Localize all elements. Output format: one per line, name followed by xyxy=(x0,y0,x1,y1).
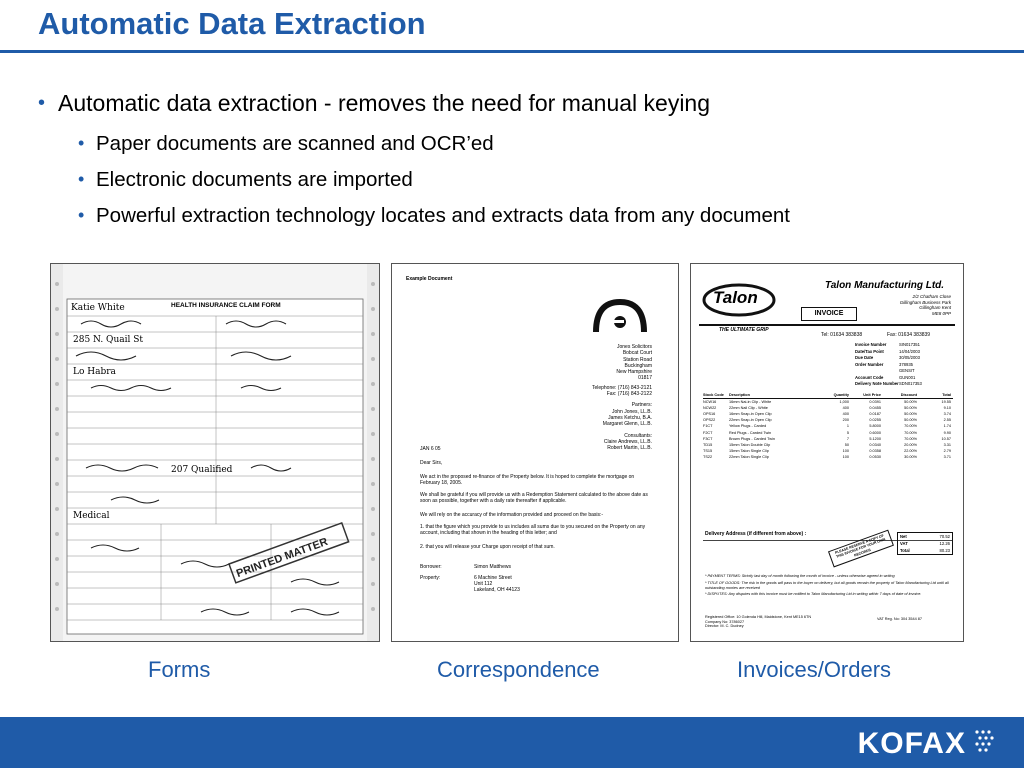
field-value: 14/04/2003 xyxy=(899,348,920,354)
cell-code: TD15 xyxy=(703,442,713,447)
field-label: Account Code xyxy=(855,374,884,380)
column-header: Discount xyxy=(900,393,917,397)
cell-qty: 400 xyxy=(842,412,849,417)
cell-desc: 22mm Talon Single Clip xyxy=(729,454,769,459)
consultants-heading: Consultants: xyxy=(624,432,652,439)
letter-paragraph: We will rely on the accuracy of the information provided and proceed on the basis:- xyxy=(420,512,604,518)
borrower-label: Borrower: xyxy=(420,564,442,570)
cell-code: TS22 xyxy=(703,454,713,459)
stamp-text: PLEASE RESERVE A COPY OF THIS INVOICE FOR YOUR OWN RECORDS xyxy=(834,533,887,560)
cell-disc: 70.00% xyxy=(904,436,917,441)
cell-total: 3.74 xyxy=(943,412,951,417)
cell-desc: 22mm Nail Clip - White xyxy=(729,406,768,411)
cell-disc: 22.00% xyxy=(904,448,917,453)
partner-name: James Ketchu, B.A. xyxy=(608,414,652,421)
cell-disc: 20.00% xyxy=(904,442,917,447)
sender-line: Station Road xyxy=(623,356,652,363)
bullet-dot-icon: • xyxy=(78,205,85,225)
cell-qty: 50 xyxy=(844,442,849,447)
table-header-row xyxy=(703,392,953,399)
term-line: * PAYMENT TERMS: Strictly last day of month following the month of invoice - unless otherwise agreed in writing xyxy=(705,574,895,578)
field-label: Due Date xyxy=(855,355,874,360)
cell-desc: Brown Plugs - Carded Twin xyxy=(729,436,775,441)
cell-disc: 30.00% xyxy=(904,454,917,459)
cell-qty: 5 xyxy=(846,430,849,435)
cell-price: 0.0340 xyxy=(869,442,881,447)
sub-bullet-item xyxy=(38,166,1018,194)
law-firm-logo-icon xyxy=(592,298,648,336)
cell-desc: 15mm Talon Single Clip xyxy=(729,448,769,453)
printed-matter-stamp: PRINTED MATTER xyxy=(234,535,330,581)
bullet-text: Paper documents are scanned and OCR’ed xyxy=(96,132,494,155)
property-line: Lakeland, OH 44123 xyxy=(474,587,520,593)
letter-paragraph: We act in the proposed re-finance of the Property below. It is hoped to complete the mortgage on February 18, 2005. xyxy=(420,474,635,486)
vat-reg: VAT Reg. No: 304 3544 87 xyxy=(877,617,922,621)
forms-sketch xyxy=(51,264,379,641)
sub-bullet-item xyxy=(38,130,1018,158)
bullet-dot-icon: • xyxy=(78,133,85,153)
caption-invoices: Invoices/Orders xyxy=(737,657,892,682)
total-row xyxy=(898,540,952,547)
cell-price: 0.0255 xyxy=(869,418,881,423)
cell-disc: 70.00% xyxy=(904,424,917,429)
sender-block xyxy=(592,344,652,451)
cell-qty: 400 xyxy=(842,406,849,411)
field-row xyxy=(855,381,922,388)
cell-total: 9.10 xyxy=(943,406,951,411)
tel: Tel: 01634 383838 xyxy=(821,332,863,338)
cell-qty: 1 xyxy=(846,424,849,429)
term-line: * DISPUTES: Any disputes with this invoice must be notified to Talon Manufacturing Ltd in writing within 7 days of date of invoice. xyxy=(705,592,922,597)
cell-disc: 70.00% xyxy=(904,430,917,435)
invoice-document-image xyxy=(690,263,964,642)
handwriting-qualified: 207 Qualified xyxy=(171,465,233,475)
invoice-fields xyxy=(855,342,922,388)
cell-price: 0.6000 xyxy=(869,430,881,435)
fax: Fax: (716) 843-2122 xyxy=(606,391,652,398)
cell-total: 2.79 xyxy=(943,448,951,453)
registration-block xyxy=(705,615,811,629)
sender-line: Jones Solicitors xyxy=(616,344,652,350)
total-label: Net xyxy=(900,534,907,539)
bullet-item xyxy=(38,88,1018,118)
cell-qty: 7 xyxy=(846,436,849,441)
partner-name: Margaret Glenn, LL.B. xyxy=(602,421,652,428)
example-label: Example Document xyxy=(406,276,453,282)
total-row xyxy=(898,533,952,540)
kofax-logo: KOFAX xyxy=(857,727,966,760)
cell-total: 3.31 xyxy=(943,442,951,447)
cell-price: 0.0391 xyxy=(869,400,881,405)
total-label: Total xyxy=(900,548,910,553)
column-header: Total xyxy=(942,393,951,397)
partners-heading: Partners: xyxy=(631,402,652,409)
bullet-text: Electronic documents are imported xyxy=(96,168,413,191)
property-line: 6 Machine Street xyxy=(474,575,512,581)
cell-code: F2CT xyxy=(703,430,713,435)
invoice-label: INVOICE xyxy=(801,307,857,321)
sender-line: New Hampshire xyxy=(616,369,652,376)
cell-price: 0.0358 xyxy=(869,448,881,453)
cell-total: 2.55 xyxy=(943,418,951,423)
cell-disc: 50.00% xyxy=(904,412,917,417)
column-header: Stock Code xyxy=(703,393,724,397)
cell-code: OPS22 xyxy=(703,418,716,423)
total-value: 80.23 xyxy=(939,548,950,553)
fax: Fax: 01634 383839 xyxy=(887,332,931,338)
borrower-name: Simon Matthews xyxy=(474,564,511,570)
cell-desc: 16mm Snap-in Open Clip xyxy=(729,412,772,417)
column-header: Description xyxy=(729,393,750,397)
cell-qty: 100 xyxy=(842,448,849,453)
cell-price: 5.1200 xyxy=(869,436,881,441)
field-value: GENSIT xyxy=(899,368,915,373)
cell-total: 19.55 xyxy=(941,400,951,405)
cell-desc: 22mm Snap-in Open Clip xyxy=(729,418,772,423)
company-address xyxy=(900,294,951,316)
cell-disc: 50.00% xyxy=(904,418,917,423)
cell-price: 0.0187 xyxy=(869,412,881,417)
bullet-dot-icon: • xyxy=(38,92,46,114)
total-row xyxy=(898,547,952,554)
total-value: 12.26 xyxy=(939,541,950,546)
letter-paragraph: 2. that you will release your Charge upon receipt of that sum. xyxy=(420,544,555,550)
field-label: Order Number xyxy=(855,361,884,367)
term-line: * TITLE OF GOODS: The risk in the goods will pass to the buyer on delivery, but all goods remain the property of Talon Manufacturing Ltd until all outstanding monies are received xyxy=(705,580,949,590)
field-value: 378935 xyxy=(899,361,913,367)
cell-total: 10.57 xyxy=(941,436,951,441)
bullet-dot-icon: • xyxy=(78,169,85,189)
column-header: Quantity xyxy=(833,393,849,397)
caption-correspondence: Correspondence xyxy=(437,657,600,682)
bullet-text: Automatic data extraction - removes the need for manual keying xyxy=(58,90,711,116)
telephone: Telephone: (716) 843-2121 xyxy=(591,384,652,391)
consultant-name: Claire Andrews, LL.B. xyxy=(603,438,652,445)
handwriting-street: 285 N. Quail St xyxy=(73,335,144,345)
cell-total: 3.71 xyxy=(943,454,951,459)
total-label: VAT xyxy=(900,541,908,546)
totals-block xyxy=(897,532,953,555)
registered-office: Registered Office: 10 Golenda Hill, Maidstone, Kent ME15 6TN xyxy=(705,615,812,619)
field-value: GUN001 xyxy=(899,374,916,380)
caption-forms: Forms xyxy=(148,657,211,682)
correspondence-document-image xyxy=(391,263,679,642)
invoice-stamp xyxy=(828,530,894,568)
forms-document-image xyxy=(50,263,380,642)
sub-bullet-item xyxy=(38,202,1018,230)
address-line: 2/2 Chatham Close xyxy=(912,294,951,299)
kofax-dots-icon xyxy=(974,729,996,755)
cell-total: 9.90 xyxy=(943,430,951,435)
line-items-table xyxy=(703,392,953,460)
cell-code: F3CT xyxy=(703,436,713,441)
cell-desc: 16mm Nai-in Clip - White xyxy=(729,400,772,405)
page-title: Automatic Data Extraction xyxy=(38,6,426,41)
cell-code: F1CT xyxy=(703,424,713,429)
cell-price: 5.8000 xyxy=(869,424,881,429)
field-value: 30/05/2003 xyxy=(899,355,920,360)
cell-disc: 50.00% xyxy=(904,406,917,411)
handwriting-name: Katie White xyxy=(71,303,125,313)
sender-line: Buckingham xyxy=(624,362,652,369)
field-label: Delivery Note Number xyxy=(855,381,899,386)
cell-desc: Red Plugs - Carded Twin xyxy=(729,430,772,435)
cell-qty: 1,000 xyxy=(839,400,849,405)
address-line: Gillingham Business Park xyxy=(899,299,951,305)
field-label: Date/Tax Point xyxy=(855,348,884,354)
property-line: Unit 112 xyxy=(474,581,493,587)
cell-code: NCW22 xyxy=(703,406,717,411)
cell-desc: Yellow Plugs - Carded xyxy=(729,424,767,429)
letter-date: JAN 6 05 xyxy=(420,446,441,452)
handwriting-city: Lo Habra xyxy=(73,367,116,377)
cell-price: 0.0455 xyxy=(869,406,881,411)
tagline: THE ULTIMATE GRIP xyxy=(719,327,769,333)
letter-paragraph: 1. that the figure which you provide to us includes all sums due to you secured on the Property on any account, including that shown in the heading of this letter; and xyxy=(420,524,646,536)
property-label: Property: xyxy=(420,575,441,581)
cell-code: OPS16 xyxy=(703,412,716,417)
title-divider xyxy=(0,50,1024,53)
field-value: SIN017351 xyxy=(899,342,920,347)
company-number: Company No: 3786027 xyxy=(705,619,745,624)
company-name: Talon Manufacturing Ltd. xyxy=(825,280,945,291)
column-header: Unit Price xyxy=(863,393,881,397)
talon-logo-text: Talon xyxy=(713,288,758,307)
sender-line: Bobcat Court xyxy=(622,350,652,357)
salutation: Dear Sirs, xyxy=(420,460,443,466)
cell-disc: 50.00% xyxy=(904,400,917,405)
address-line: ME8 0PP xyxy=(931,310,951,316)
total-value: 70.52 xyxy=(939,534,950,539)
bullet-list xyxy=(38,88,1018,238)
partner-name: John Jones, LL.B. xyxy=(611,408,652,415)
field-value: SDN017353 xyxy=(899,381,922,386)
cell-qty: 200 xyxy=(842,418,849,423)
cell-total: 1.74 xyxy=(943,424,951,429)
footer-bar xyxy=(0,717,1024,768)
cell-price: 0.0530 xyxy=(869,454,881,459)
handwriting-medical: Medical xyxy=(73,511,110,521)
address-line: Gillingham Kent xyxy=(919,305,951,310)
consultant-name: Robert Martin, LL.B. xyxy=(607,445,652,452)
bullet-text: Powerful extraction technology locates and extracts data from any document xyxy=(96,204,790,227)
cell-desc: 15mm Talon Double Clip xyxy=(729,442,771,447)
table-row xyxy=(703,454,953,460)
delivery-label: Delivery Address (if different from above) : xyxy=(705,531,807,537)
cell-qty: 100 xyxy=(842,454,849,459)
terms-block xyxy=(705,574,949,597)
director: Director: M. C. Dudney xyxy=(705,624,744,629)
form-header: HEALTH INSURANCE CLAIM FORM xyxy=(171,302,281,309)
header-divider xyxy=(699,324,955,326)
field-label: Invoice Number xyxy=(855,342,887,347)
cell-code: NCW16 xyxy=(703,400,717,405)
cell-code: TS15 xyxy=(703,448,713,453)
letter-paragraph: We shall be grateful if you will provide us with a Redemption Statement calculated to the above date as soon as possible, together with a daily rate thereafter if applicable. xyxy=(420,492,648,504)
sender-line: 01817 xyxy=(638,375,652,382)
